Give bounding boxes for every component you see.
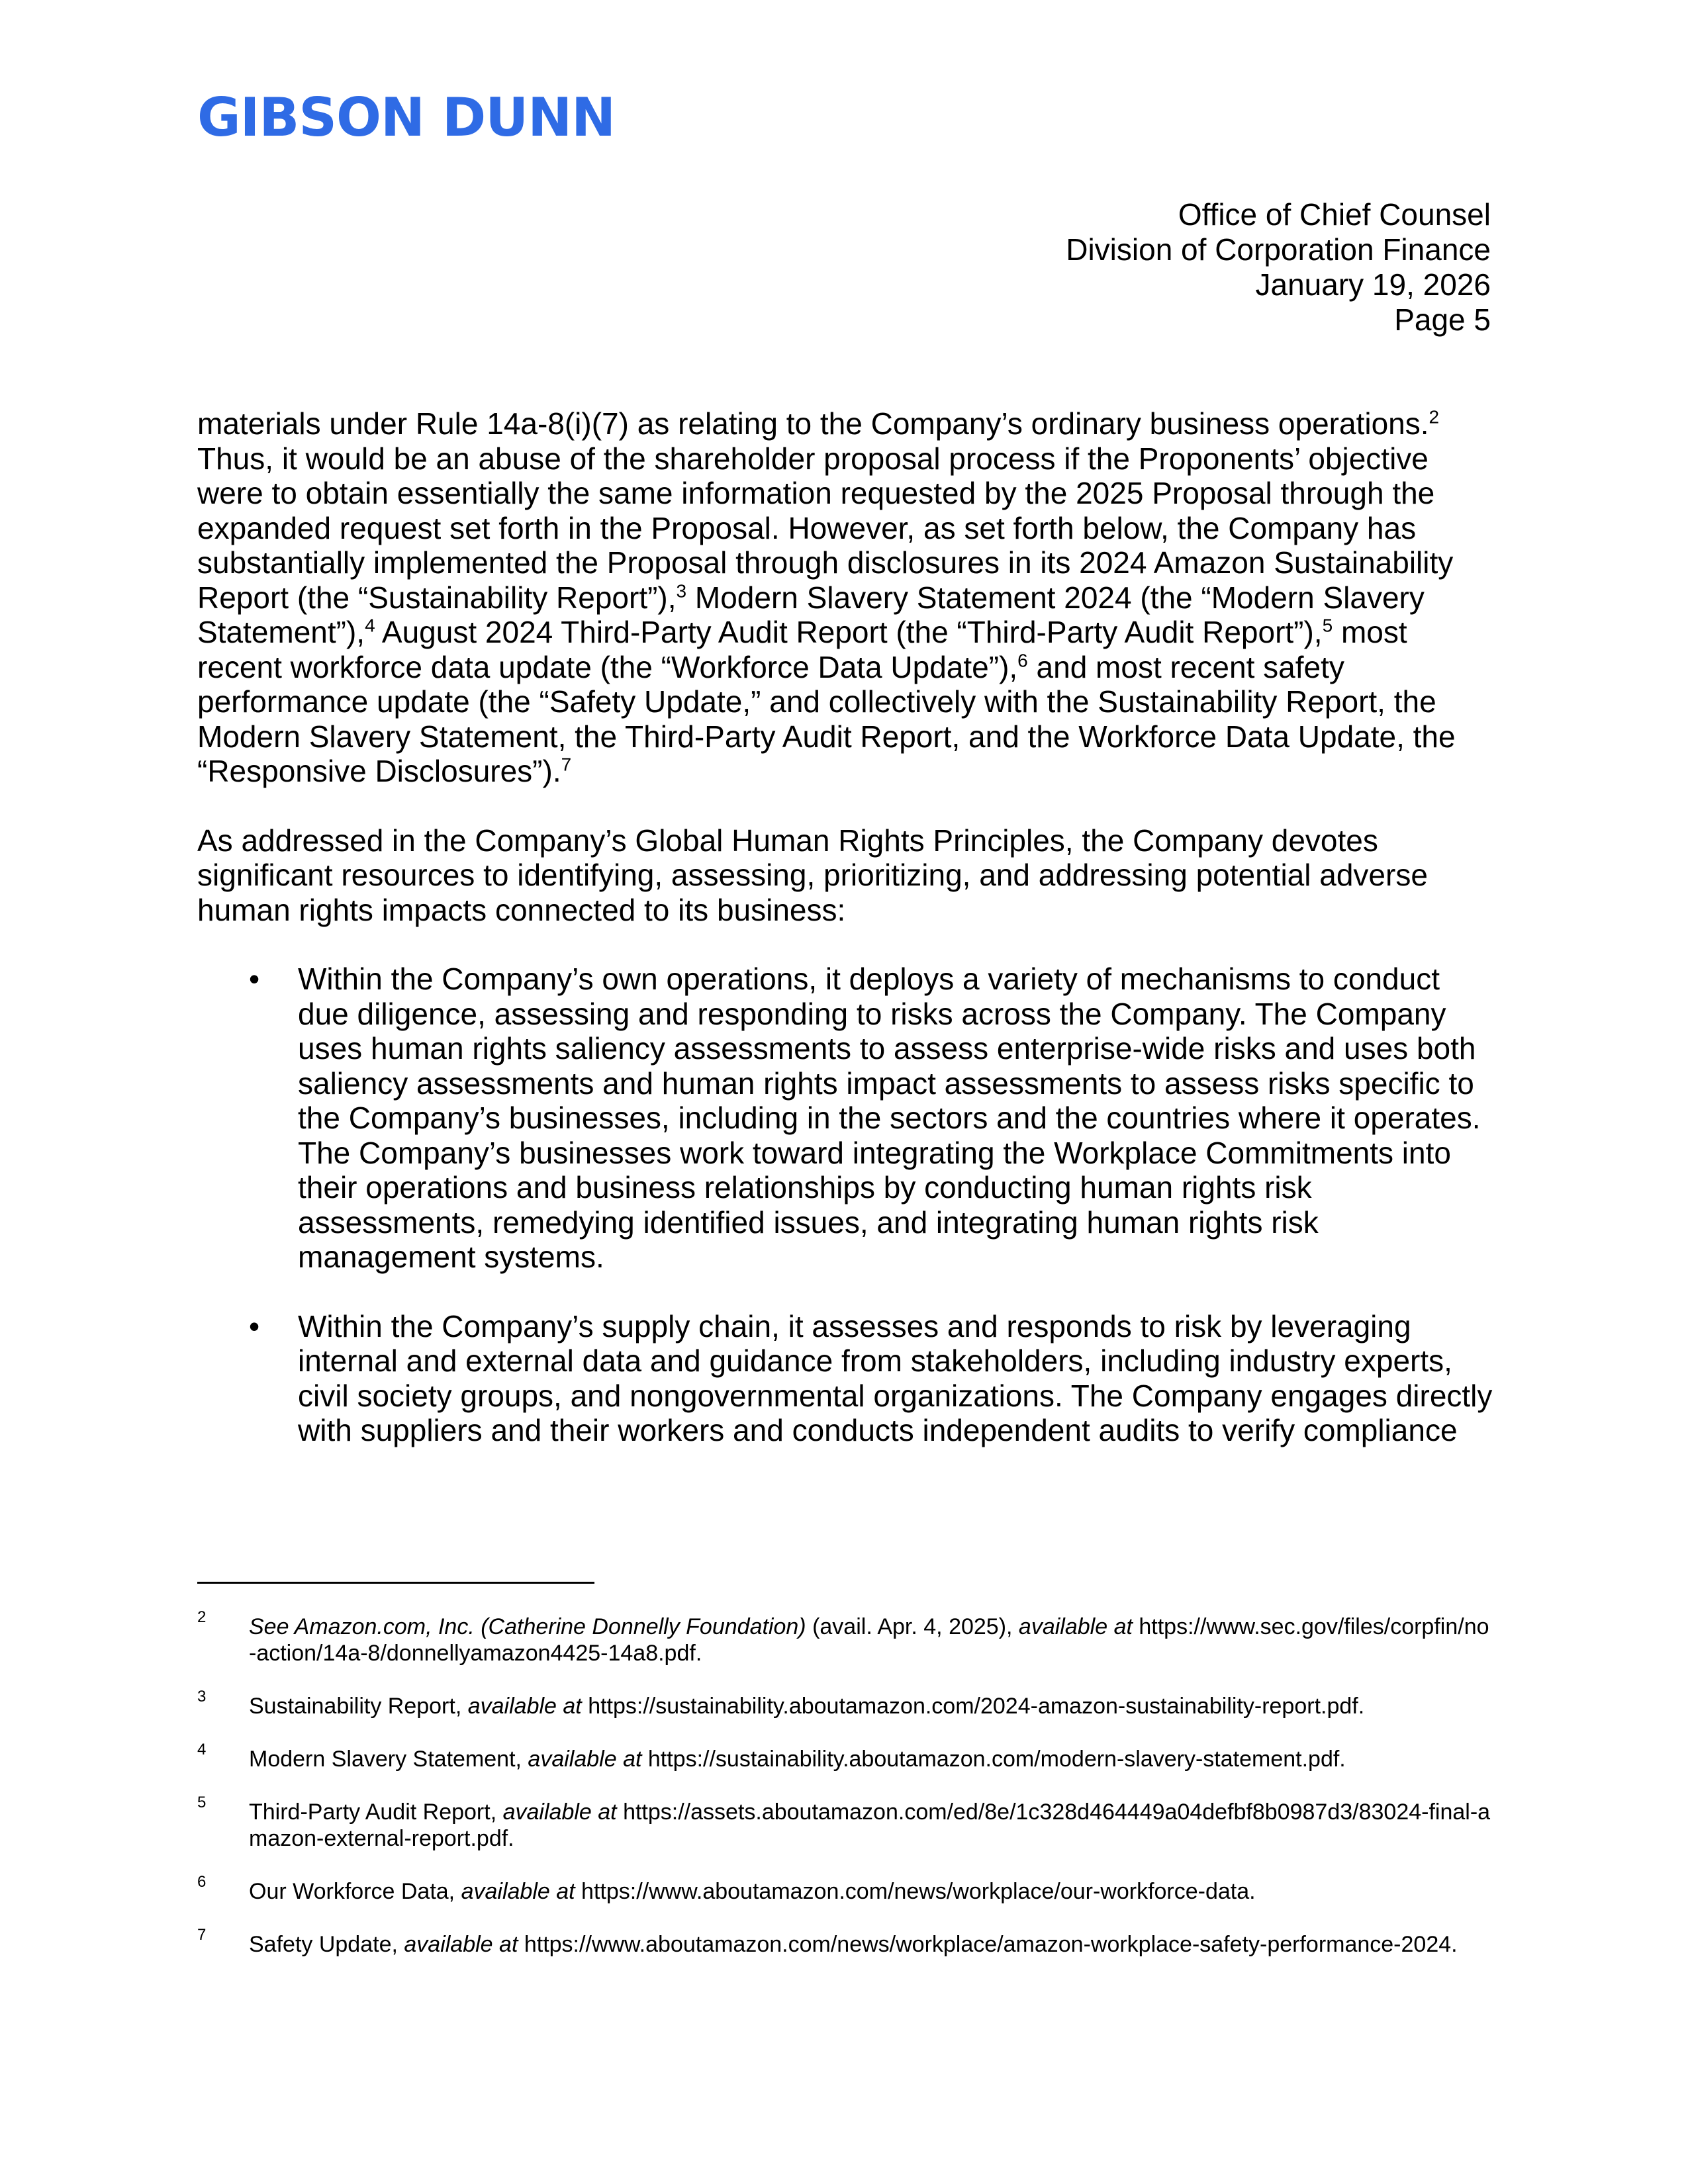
footnote-ref-5[interactable]: 5 bbox=[1322, 615, 1333, 636]
text-run: Modern Slavery Statement 2024 (the “Modern Slavery Statement”), bbox=[197, 580, 1425, 649]
footnotes bbox=[197, 1608, 1495, 1984]
footnote-text: Third-Party Audit Report, bbox=[249, 1799, 503, 1825]
footnote-link[interactable]: https://sustainability.aboutamazon.com/modern-slavery-statement.pdf. bbox=[641, 1747, 1346, 1772]
footnote-text: (avail. Apr. 4, 2025), bbox=[806, 1614, 1019, 1639]
body-paragraph-1 bbox=[197, 406, 1495, 789]
footnote-link[interactable]: https://www.aboutamazon.com/news/workplace/our-workforce-data. bbox=[575, 1879, 1256, 1904]
footnote-text: Safety Update, bbox=[249, 1932, 404, 1957]
footnote-6 bbox=[197, 1873, 1495, 1905]
footnote-number: 5 bbox=[197, 1794, 207, 1811]
footnote-available-at: available at bbox=[461, 1879, 575, 1904]
header-date: January 19, 2026 bbox=[1255, 267, 1491, 302]
list-item-text: Within the Company’s own operations, it deploys a variety of mechanisms to conduct due diligence, assessing and responding to risks across the Company. The Company uses human rights saliency assessments to assess enterprise-wide risks and uses both saliency assessments and human rights impact assessments to assess risks specific to the Company’s businesses, including in the sectors and the countries where it operates. The Company’s businesses work toward integrating the Workplace Commitments into their operations and business relationships by conducting human rights risk assessments, remedying identified issues, and integrating human rights risk management systems. bbox=[298, 962, 1481, 1274]
bullet-icon: • bbox=[249, 1308, 260, 1343]
footnote-3 bbox=[197, 1688, 1495, 1719]
footnote-ref-4[interactable]: 4 bbox=[365, 615, 375, 636]
body-paragraph-2: As addressed in the Company’s Global Human Rights Principles, the Company devotes significant resources to identifying, assessing, prioritizing, and addressing potential adverse human rights impacts connected to its business: bbox=[197, 823, 1428, 927]
header-recipient-office: Office of Chief Counsel bbox=[1178, 197, 1491, 232]
bullet-list bbox=[197, 962, 1495, 1448]
footnote-ref-3[interactable]: 3 bbox=[676, 580, 687, 602]
footnote-text: Our Workforce Data, bbox=[249, 1879, 461, 1904]
text-run: most recent workforce data update (the “Workforce Data Update”), bbox=[197, 615, 1407, 684]
footnote-link[interactable]: https://sustainability.aboutamazon.com/2024-amazon-sustainability-report.pdf. bbox=[581, 1694, 1365, 1719]
footnote-number: 2 bbox=[197, 1608, 207, 1626]
list-item bbox=[197, 1309, 1495, 1448]
firm-logo: GIBSON DUNN bbox=[197, 87, 616, 148]
text-run: materials under Rule 14a-8(i)(7) as relating to the Company’s ordinary business operations. bbox=[197, 406, 1429, 441]
footnote-ref-7[interactable]: 7 bbox=[561, 754, 572, 775]
footnote-number: 4 bbox=[197, 1741, 207, 1758]
footnote-number: 3 bbox=[197, 1688, 207, 1706]
footnote-link[interactable]: https://www.sec.gov/files/corpfin/no-action/14a-8/donnellyamazon4425-14a8.pdf. bbox=[249, 1614, 1489, 1666]
text-run: and most recent safety performance update (the “Safety Update,” and collectively with the Sustainability Report, the Modern Slavery Statement, the Third-Party Audit Report, and the Workforce Data Update, the “Responsive Disclosures”). bbox=[197, 649, 1456, 788]
footnote-citation: See Amazon.com, Inc. (Catherine Donnelly Foundation) bbox=[249, 1614, 806, 1639]
footnote-available-at: available at bbox=[404, 1932, 518, 1957]
letter-header bbox=[1066, 197, 1491, 338]
letter-body bbox=[197, 406, 1495, 1482]
footnote-available-at: available at bbox=[1018, 1614, 1133, 1639]
list-item-text: Within the Company’s supply chain, it assesses and responds to risk by leveraging internal and external data and guidance from stakeholders, including industry experts, civil society groups, and nongovernmental organizations. The Company engages directly with suppliers and their workers and conducts independent audits to verify compliance bbox=[298, 1308, 1493, 1447]
footnote-available-at: available at bbox=[502, 1799, 617, 1825]
footnote-available-at: available at bbox=[528, 1747, 642, 1772]
footnote-7 bbox=[197, 1926, 1495, 1958]
footnote-ref-6[interactable]: 6 bbox=[1017, 650, 1028, 671]
text-run: August 2024 Third-Party Audit Report (the “Third-Party Audit Report”), bbox=[375, 615, 1323, 649]
footnote-number: 7 bbox=[197, 1926, 207, 1944]
text-run: Thus, it would be an abuse of the shareholder proposal process if the Proponents’ objective were to obtain essentially the same information requested by the 2025 Proposal through the expanded request set forth in the Proposal. However, as set forth below, the Company has substantially implemented the Proposal through disclosures in its 2024 Amazon Sustainability Report (the “Sustainability Report”), bbox=[197, 441, 1454, 615]
footnote-divider bbox=[197, 1582, 594, 1584]
footnote-available-at: available at bbox=[467, 1694, 582, 1719]
footnote-text: Modern Slavery Statement, bbox=[249, 1747, 528, 1772]
footnote-link[interactable]: https://www.aboutamazon.com/news/workplace/amazon-workplace-safety-performance-2024. bbox=[518, 1932, 1458, 1957]
footnote-2 bbox=[197, 1608, 1495, 1666]
list-item bbox=[197, 962, 1495, 1275]
header-page-number: Page 5 bbox=[1394, 302, 1491, 337]
header-recipient-division: Division of Corporation Finance bbox=[1066, 232, 1491, 267]
footnote-number: 6 bbox=[197, 1873, 207, 1891]
footnote-link[interactable]: https://assets.aboutamazon.com/ed/8e/1c328d464449a04defbf8b0987d3/83024-final-amazon-external-report.pdf. bbox=[249, 1799, 1491, 1851]
bullet-icon: • bbox=[249, 962, 260, 996]
footnote-4 bbox=[197, 1741, 1495, 1772]
footnote-text: Sustainability Report, bbox=[249, 1694, 468, 1719]
footnote-5 bbox=[197, 1794, 1495, 1852]
footnote-ref-2[interactable]: 2 bbox=[1429, 406, 1440, 428]
